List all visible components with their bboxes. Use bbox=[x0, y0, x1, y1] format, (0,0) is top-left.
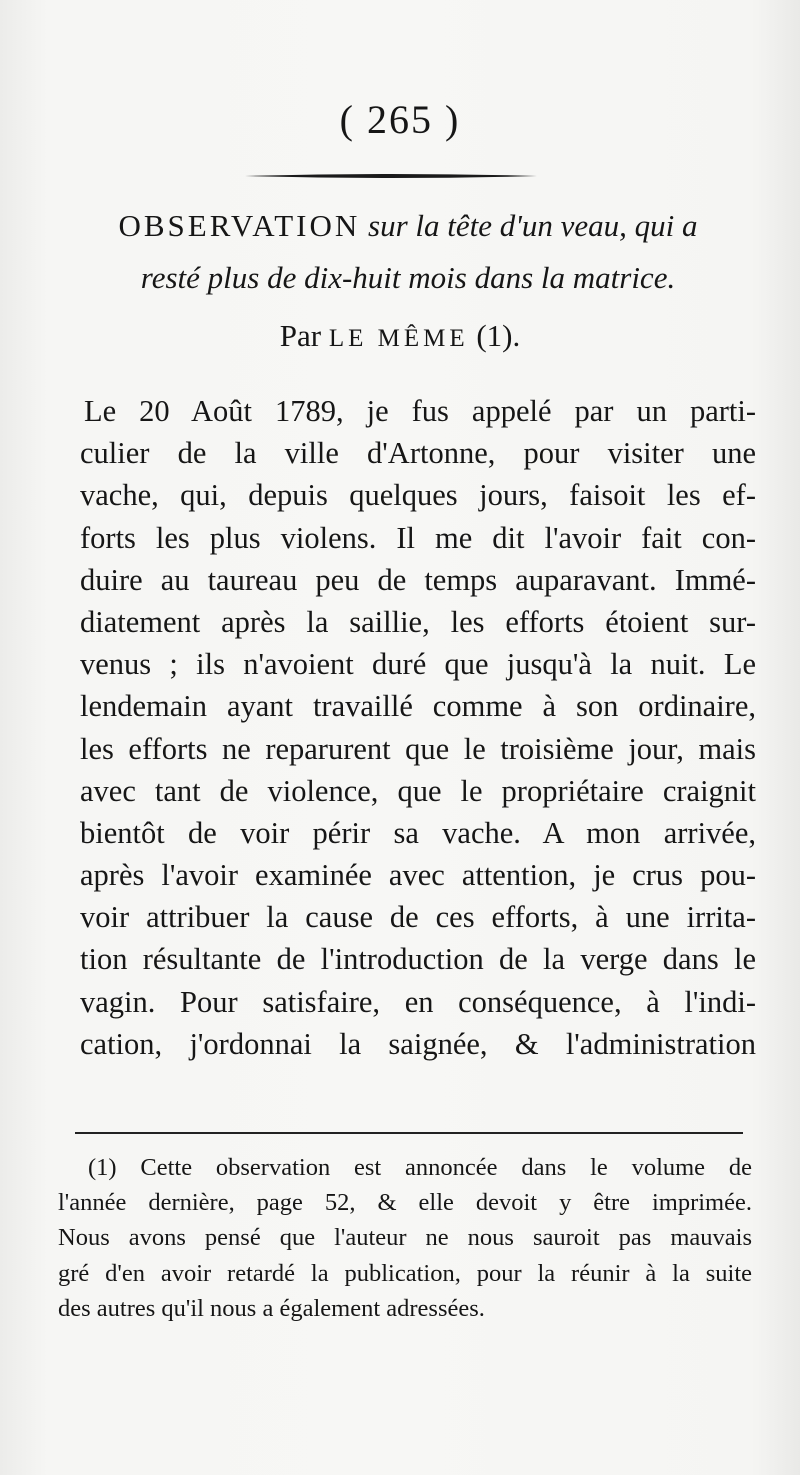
title-line-2: resté plus de dix-huit mois dans la matrice. bbox=[140, 260, 676, 295]
body-line: cation, j'ordonnai la saignée, & l'administration bbox=[80, 1026, 756, 1061]
author-prefix: Par bbox=[279, 318, 322, 353]
body-line: venus ; ils n'avoient duré que jusqu'à la nuit. Le bbox=[80, 647, 756, 682]
title-observation-word: OBSERVATION bbox=[118, 208, 361, 243]
decorative-rule bbox=[245, 173, 537, 179]
body-line: culier de la ville d'Artonne, pour visiter une bbox=[80, 436, 756, 471]
body-line: les efforts ne reparurent que le troisième jour, mais bbox=[80, 731, 756, 766]
author-line bbox=[0, 318, 800, 354]
body-line: après l'avoir examinée avec attention, je crus pou- bbox=[80, 858, 756, 893]
body-line: vagin. Pour satisfaire, en conséquence, à l'indi- bbox=[80, 984, 756, 1019]
author-name: LE MÊME bbox=[328, 325, 469, 352]
footnote-line: l'année dernière, page 52, & elle devoit y être imprimée. bbox=[58, 1189, 752, 1217]
footnote-line: (1) Cette observation est annoncée dans le volume de bbox=[88, 1154, 752, 1181]
body-line: Le 20 Août 1789, je fus appelé par un parti- bbox=[84, 394, 756, 428]
footnote-line: gré d'en avoir retardé la publication, pour la réunir à la suite bbox=[58, 1259, 752, 1287]
footnote-line: des autres qu'il nous a également adressées. bbox=[58, 1294, 485, 1322]
footnote-divider bbox=[75, 1132, 743, 1134]
footnote-reference: (1). bbox=[476, 318, 521, 353]
article-title bbox=[48, 200, 768, 304]
body-line: avec tant de violence, que le propriétaire craignit bbox=[80, 773, 756, 808]
footnote-line: Nous avons pensé que l'auteur ne nous sauroit pas mauvais bbox=[58, 1224, 752, 1252]
body-line: bientôt de voir périr sa vache. A mon arrivée, bbox=[80, 815, 756, 850]
body-line: forts les plus violens. Il me dit l'avoir fait con- bbox=[80, 520, 756, 555]
title-line-1: sur la tête d'un veau, qui a bbox=[368, 208, 698, 243]
body-line: duire au taureau peu de temps auparavant. Immé- bbox=[80, 562, 756, 597]
body-line: tion résultante de l'introduction de la verge dans le bbox=[80, 942, 756, 977]
body-line: diatement après la saillie, les efforts étoient sur- bbox=[80, 604, 756, 639]
body-line: lendemain ayant travaillé comme à son ordinaire, bbox=[80, 689, 756, 724]
body-line: voir attribuer la cause de ces efforts, à une irrita- bbox=[80, 900, 756, 935]
page-number: ( 265 ) bbox=[339, 97, 461, 142]
body-text bbox=[80, 390, 756, 1065]
footnote bbox=[58, 1150, 752, 1326]
body-line: vache, qui, depuis quelques jours, faisoit les ef- bbox=[80, 478, 756, 513]
